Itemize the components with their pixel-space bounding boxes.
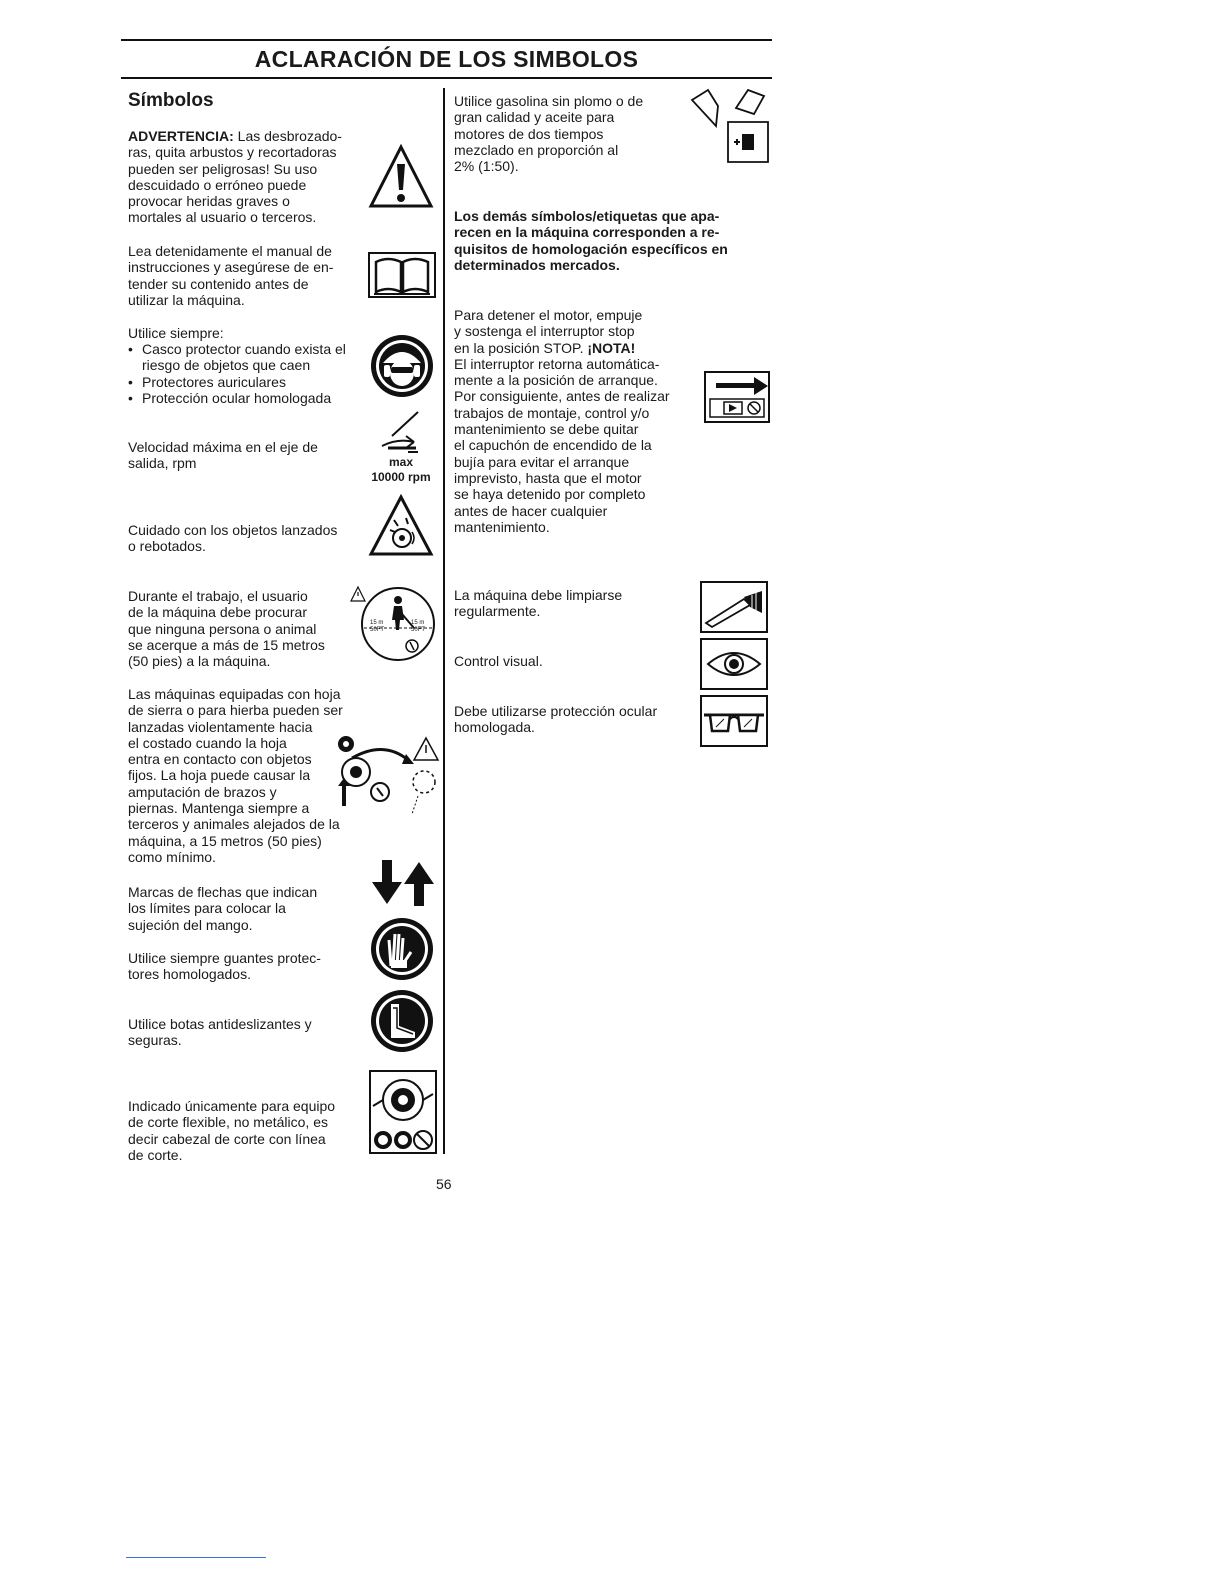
warning-paragraph — [128, 128, 342, 226]
footer-link-line — [126, 1557, 266, 1558]
rpm-label: 10000 rpm — [371, 470, 431, 484]
blade-kickback-paragraph: Las máquinas equipadas con hoja de sierra o para hierba pueden ser lanzadas violentamente hacia el costado cuando la hoja entra en contacto con objetos fijos. La hoja puede causar la amputación de brazos y piernas. Mantenga siempre a terceros y animales alejados de la máquina, a 15 metros (50 pies) como mínimo. — [128, 686, 343, 865]
top-rule — [121, 39, 772, 41]
stop-switch-icon — [704, 371, 770, 423]
gloves-paragraph: Utilice siempre guantes protec- tores homologados. — [128, 950, 321, 983]
stop-paragraph — [454, 307, 670, 535]
thrown-objects-paragraph: Cuidado con los objetos lanzados o rebotados. — [128, 522, 338, 555]
warning-triangle-icon — [368, 144, 434, 210]
speed-paragraph: Velocidad máxima en el eje de salida, rpm — [128, 439, 318, 472]
distance-left-label: 15 m 50FT — [370, 620, 385, 633]
page-title: ACLARACIÓN DE LOS SIMBOLOS — [254, 46, 639, 72]
warning-label: ADVERTENCIA: — [128, 128, 234, 144]
arrows-paragraph: Marcas de flechas que indican los límites para colocar la sujeción del mango. — [128, 884, 318, 933]
fuel-paragraph: Utilice gasolina sin plomo o de gran calidad y aceite para motores de dos tiempos mezclado en proporción al 2% (1:50). — [454, 93, 644, 175]
fuel-oil-mix-icon — [688, 86, 774, 168]
stop-text-1: Para detener el motor, empuje y sostenga el interruptor stop en la posición STOP. — [454, 307, 643, 356]
boots-paragraph: Utilice botas antideslizantes y seguras. — [128, 1016, 312, 1049]
thrown-objects-warning-icon — [368, 494, 434, 558]
gloves-icon — [369, 916, 435, 982]
cleaning-paragraph: La máquina debe limpiarse regularmente. — [454, 587, 623, 620]
output-shaft-icon — [378, 408, 424, 456]
list-item: • Protectores auriculares — [128, 374, 353, 390]
visual-control-paragraph: Control visual. — [454, 653, 543, 669]
handle-limit-arrows-icon — [370, 858, 438, 908]
other-symbols-paragraph: Los demás símbolos/etiquetas que apa- recen en la máquina corresponden a re- quisitos de homologación específicos en determinados mercados. — [454, 208, 728, 273]
eye-protection-paragraph: Debe utilizarse protección ocular homologada. — [454, 703, 658, 736]
page-number: 56 — [436, 1176, 452, 1192]
protection-list — [128, 341, 353, 406]
safety-glasses-icon — [700, 695, 768, 747]
list-item: • Casco protector cuando exista el riesgo de objetos que caen — [128, 341, 353, 374]
safety-distance-paragraph: Durante el trabajo, el usuario de la máquina debe procurar que ninguna persona o animal se acerque a más de 15 metros (50 pies) a la máquina. — [128, 588, 325, 670]
max-label: max — [388, 455, 414, 469]
cleaning-brush-icon — [700, 581, 768, 633]
flexible-cutting-head-icon — [369, 1070, 437, 1154]
flexible-cutting-paragraph: Indicado únicamente para equipo de corte flexible, no metálico, es decir cabezal de corte con línea de corte. — [128, 1098, 336, 1163]
nota-label: ¡NOTA! — [587, 339, 636, 356]
manual-paragraph: Lea detenidamente el manual de instrucciones y asegúrese de en- tender su contenido antes de utilizar la máquina. — [128, 243, 334, 308]
protection-intro: Utilice siempre: — [128, 325, 224, 341]
title-underline — [121, 77, 772, 79]
safety-boots-icon — [369, 988, 435, 1054]
column-divider — [443, 88, 445, 1154]
blade-kickback-icon — [334, 734, 442, 818]
book-manual-icon — [368, 252, 436, 298]
list-item: • Protección ocular homologada — [128, 390, 353, 406]
section-heading: Símbolos — [128, 90, 214, 111]
helmet-ear-eye-protection-icon — [369, 333, 435, 399]
stop-text-2: El interruptor retorna automática- mente a la posición de arranque. Por consiguiente, antes de realizar trabajos de montaje, control y/o mantenimiento se debe quitar el capuchón de encendido de la bujía para evitar el arranque imprevisto, hasta que el motor se haya detenido por completo antes de hacer cualquier mantenimiento. — [454, 355, 670, 535]
eye-visual-control-icon — [700, 638, 768, 690]
warning-text: Las desbrozado- ras, quita arbustos y recortadoras pueden ser peligrosas! Su uso descuidado o erróneo puede provocar heridas graves o mortales al usuario o terceros. — [128, 128, 342, 226]
distance-right-label: 15 m 50FT — [411, 620, 426, 633]
